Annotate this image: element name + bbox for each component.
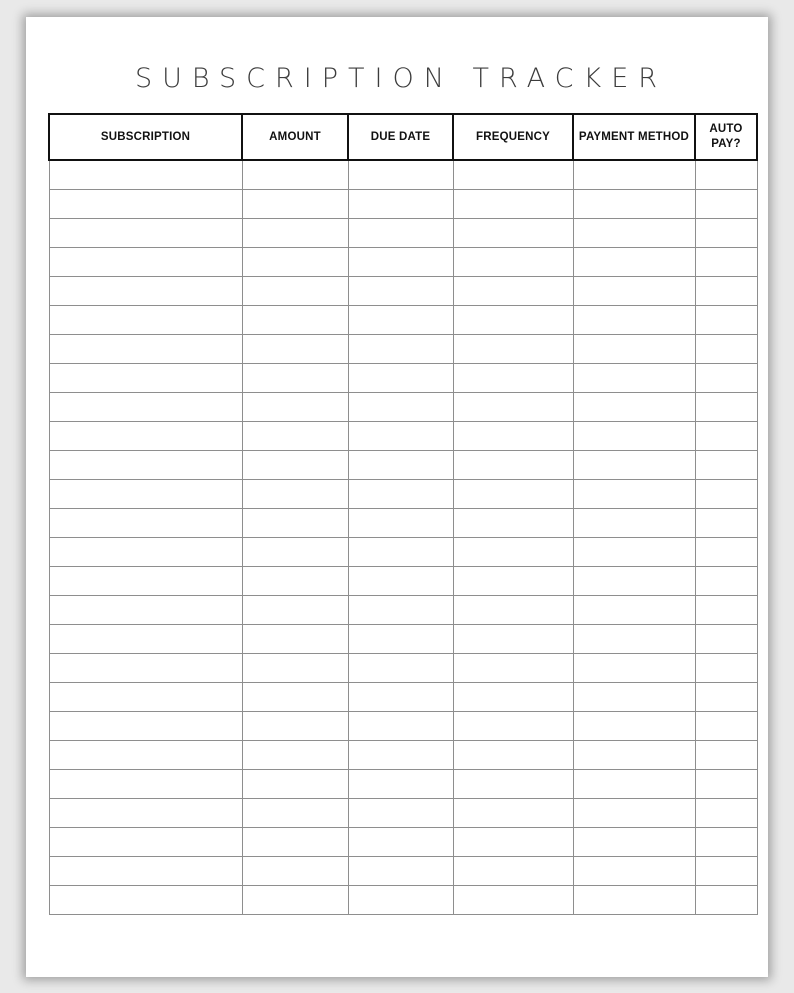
cell-amount[interactable]	[242, 422, 348, 451]
cell-subscription[interactable]	[49, 219, 242, 248]
cell-payment-method[interactable]	[573, 160, 695, 190]
cell-payment-method[interactable]	[573, 799, 695, 828]
cell-amount[interactable]	[242, 160, 348, 190]
cell-auto-pay[interactable]	[695, 364, 757, 393]
cell-frequency[interactable]	[453, 160, 573, 190]
table-row	[49, 857, 757, 886]
table-row	[49, 538, 757, 567]
cell-auto-pay[interactable]	[695, 770, 757, 799]
cell-payment-method[interactable]	[573, 538, 695, 567]
cell-frequency[interactable]	[453, 277, 573, 306]
table-row	[49, 683, 757, 712]
cell-amount[interactable]	[242, 683, 348, 712]
cell-due-date[interactable]	[348, 364, 453, 393]
cell-frequency[interactable]	[453, 567, 573, 596]
cell-amount[interactable]	[242, 219, 348, 248]
table-row	[49, 770, 757, 799]
cell-payment-method[interactable]	[573, 393, 695, 422]
table-row	[49, 712, 757, 741]
cell-frequency[interactable]	[453, 509, 573, 538]
cell-frequency[interactable]	[453, 306, 573, 335]
cell-auto-pay[interactable]	[695, 857, 757, 886]
cell-amount[interactable]	[242, 857, 348, 886]
cell-auto-pay[interactable]	[695, 190, 757, 219]
cell-subscription[interactable]	[49, 248, 242, 277]
cell-subscription[interactable]	[49, 306, 242, 335]
cell-auto-pay[interactable]	[695, 799, 757, 828]
cell-amount[interactable]	[242, 799, 348, 828]
cell-frequency[interactable]	[453, 886, 573, 915]
cell-frequency[interactable]	[453, 712, 573, 741]
cell-frequency[interactable]	[453, 190, 573, 219]
cell-payment-method[interactable]	[573, 712, 695, 741]
cell-due-date[interactable]	[348, 654, 453, 683]
cell-frequency[interactable]	[453, 422, 573, 451]
table-row	[49, 364, 757, 393]
table-header-row	[49, 114, 757, 160]
cell-subscription[interactable]	[49, 799, 242, 828]
cell-subscription[interactable]	[49, 770, 242, 799]
cell-due-date[interactable]	[348, 770, 453, 799]
cell-auto-pay[interactable]	[695, 306, 757, 335]
cell-frequency[interactable]	[453, 451, 573, 480]
cell-payment-method[interactable]	[573, 451, 695, 480]
cell-frequency[interactable]	[453, 741, 573, 770]
cell-payment-method[interactable]	[573, 770, 695, 799]
cell-payment-method[interactable]	[573, 480, 695, 509]
cell-subscription[interactable]	[49, 364, 242, 393]
cell-amount[interactable]	[242, 712, 348, 741]
cell-subscription[interactable]	[49, 480, 242, 509]
cell-due-date[interactable]	[348, 451, 453, 480]
cell-due-date[interactable]	[348, 741, 453, 770]
cell-payment-method[interactable]	[573, 335, 695, 364]
table-row	[49, 248, 757, 277]
cell-auto-pay[interactable]	[695, 712, 757, 741]
cell-due-date[interactable]	[348, 538, 453, 567]
cell-due-date[interactable]	[348, 683, 453, 712]
cell-frequency[interactable]	[453, 219, 573, 248]
cell-auto-pay[interactable]	[695, 509, 757, 538]
cell-subscription[interactable]	[49, 625, 242, 654]
cell-amount[interactable]	[242, 654, 348, 683]
cell-frequency[interactable]	[453, 770, 573, 799]
table-row	[49, 160, 757, 190]
cell-auto-pay[interactable]	[695, 248, 757, 277]
cell-payment-method[interactable]	[573, 277, 695, 306]
cell-subscription[interactable]	[49, 277, 242, 306]
cell-due-date[interactable]	[348, 393, 453, 422]
tracker-page	[26, 17, 768, 977]
table-row	[49, 277, 757, 306]
cell-payment-method[interactable]	[573, 596, 695, 625]
cell-payment-method[interactable]	[573, 828, 695, 857]
cell-due-date[interactable]	[348, 306, 453, 335]
cell-due-date[interactable]	[348, 190, 453, 219]
cell-auto-pay[interactable]	[695, 538, 757, 567]
table-row	[49, 741, 757, 770]
cell-due-date[interactable]	[348, 248, 453, 277]
cell-payment-method[interactable]	[573, 219, 695, 248]
table-row	[49, 480, 757, 509]
cell-auto-pay[interactable]	[695, 480, 757, 509]
cell-frequency[interactable]	[453, 248, 573, 277]
cell-frequency[interactable]	[453, 538, 573, 567]
cell-due-date[interactable]	[348, 567, 453, 596]
cell-payment-method[interactable]	[573, 248, 695, 277]
cell-auto-pay[interactable]	[695, 828, 757, 857]
table-row	[49, 451, 757, 480]
cell-auto-pay[interactable]	[695, 625, 757, 654]
cell-frequency[interactable]	[453, 364, 573, 393]
cell-due-date[interactable]	[348, 335, 453, 364]
cell-amount[interactable]	[242, 393, 348, 422]
cell-due-date[interactable]	[348, 828, 453, 857]
cell-amount[interactable]	[242, 480, 348, 509]
header-subscription: SUBSCRIPTION	[49, 114, 242, 160]
table-row	[49, 596, 757, 625]
table-row	[49, 190, 757, 219]
header-frequency: FREQUENCY	[453, 114, 573, 160]
cell-subscription[interactable]	[49, 886, 242, 915]
cell-subscription[interactable]	[49, 567, 242, 596]
cell-frequency[interactable]	[453, 799, 573, 828]
cell-subscription[interactable]	[49, 712, 242, 741]
cell-amount[interactable]	[242, 538, 348, 567]
cell-frequency[interactable]	[453, 654, 573, 683]
cell-due-date[interactable]	[348, 625, 453, 654]
cell-auto-pay[interactable]	[695, 741, 757, 770]
cell-payment-method[interactable]	[573, 364, 695, 393]
cell-subscription[interactable]	[49, 451, 242, 480]
cell-auto-pay[interactable]	[695, 567, 757, 596]
cell-payment-method[interactable]	[573, 625, 695, 654]
table-body	[49, 160, 757, 915]
cell-amount[interactable]	[242, 190, 348, 219]
cell-due-date[interactable]	[348, 422, 453, 451]
table-row	[49, 625, 757, 654]
table-row	[49, 219, 757, 248]
cell-subscription[interactable]	[49, 538, 242, 567]
header-due-date: DUE DATE	[348, 114, 453, 160]
cell-frequency[interactable]	[453, 683, 573, 712]
cell-auto-pay[interactable]	[695, 596, 757, 625]
cell-auto-pay[interactable]	[695, 422, 757, 451]
header-auto-pay: AUTO PAY?	[695, 114, 757, 160]
table-row	[49, 567, 757, 596]
cell-due-date[interactable]	[348, 712, 453, 741]
cell-frequency[interactable]	[453, 480, 573, 509]
cell-auto-pay[interactable]	[695, 886, 757, 915]
cell-amount[interactable]	[242, 277, 348, 306]
table-row	[49, 422, 757, 451]
cell-subscription[interactable]	[49, 335, 242, 364]
cell-auto-pay[interactable]	[695, 451, 757, 480]
cell-due-date[interactable]	[348, 857, 453, 886]
cell-due-date[interactable]	[348, 160, 453, 190]
cell-frequency[interactable]	[453, 857, 573, 886]
cell-payment-method[interactable]	[573, 306, 695, 335]
table-row	[49, 799, 757, 828]
cell-amount[interactable]	[242, 770, 348, 799]
cell-amount[interactable]	[242, 364, 348, 393]
cell-frequency[interactable]	[453, 625, 573, 654]
cell-subscription[interactable]	[49, 683, 242, 712]
page-title: SUBSCRIPTION TRACKER	[134, 63, 668, 94]
cell-due-date[interactable]	[348, 480, 453, 509]
cell-amount[interactable]	[242, 828, 348, 857]
cell-payment-method[interactable]	[573, 683, 695, 712]
cell-amount[interactable]	[242, 886, 348, 915]
cell-due-date[interactable]	[348, 799, 453, 828]
cell-frequency[interactable]	[453, 335, 573, 364]
cell-payment-method[interactable]	[573, 509, 695, 538]
cell-auto-pay[interactable]	[695, 683, 757, 712]
cell-auto-pay[interactable]	[695, 393, 757, 422]
cell-subscription[interactable]	[49, 741, 242, 770]
cell-payment-method[interactable]	[573, 567, 695, 596]
cell-payment-method[interactable]	[573, 654, 695, 683]
cell-amount[interactable]	[242, 509, 348, 538]
cell-amount[interactable]	[242, 306, 348, 335]
cell-auto-pay[interactable]	[695, 277, 757, 306]
cell-amount[interactable]	[242, 596, 348, 625]
cell-amount[interactable]	[242, 248, 348, 277]
cell-amount[interactable]	[242, 567, 348, 596]
cell-subscription[interactable]	[49, 190, 242, 219]
cell-payment-method[interactable]	[573, 190, 695, 219]
table-row	[49, 886, 757, 915]
subscription-table	[48, 113, 758, 915]
cell-payment-method[interactable]	[573, 422, 695, 451]
cell-due-date[interactable]	[348, 886, 453, 915]
cell-due-date[interactable]	[348, 277, 453, 306]
cell-due-date[interactable]	[348, 219, 453, 248]
cell-frequency[interactable]	[453, 828, 573, 857]
cell-amount[interactable]	[242, 335, 348, 364]
cell-payment-method[interactable]	[573, 741, 695, 770]
cell-subscription[interactable]	[49, 160, 242, 190]
table-row	[49, 393, 757, 422]
cell-frequency[interactable]	[453, 393, 573, 422]
header-payment-method: PAYMENT METHOD	[573, 114, 695, 160]
table-row	[49, 306, 757, 335]
cell-frequency[interactable]	[453, 596, 573, 625]
cell-subscription[interactable]	[49, 857, 242, 886]
table-row	[49, 828, 757, 857]
cell-due-date[interactable]	[348, 596, 453, 625]
cell-subscription[interactable]	[49, 654, 242, 683]
cell-subscription[interactable]	[49, 828, 242, 857]
cell-subscription[interactable]	[49, 393, 242, 422]
cell-auto-pay[interactable]	[695, 219, 757, 248]
cell-subscription[interactable]	[49, 596, 242, 625]
cell-auto-pay[interactable]	[695, 335, 757, 364]
header-amount: AMOUNT	[242, 114, 348, 160]
table-row	[49, 335, 757, 364]
cell-auto-pay[interactable]	[695, 160, 757, 190]
cell-amount[interactable]	[242, 741, 348, 770]
cell-payment-method[interactable]	[573, 886, 695, 915]
cell-amount[interactable]	[242, 451, 348, 480]
cell-auto-pay[interactable]	[695, 654, 757, 683]
table-row	[49, 654, 757, 683]
cell-subscription[interactable]	[49, 509, 242, 538]
cell-payment-method[interactable]	[573, 857, 695, 886]
cell-subscription[interactable]	[49, 422, 242, 451]
cell-amount[interactable]	[242, 625, 348, 654]
table-row	[49, 509, 757, 538]
cell-due-date[interactable]	[348, 509, 453, 538]
